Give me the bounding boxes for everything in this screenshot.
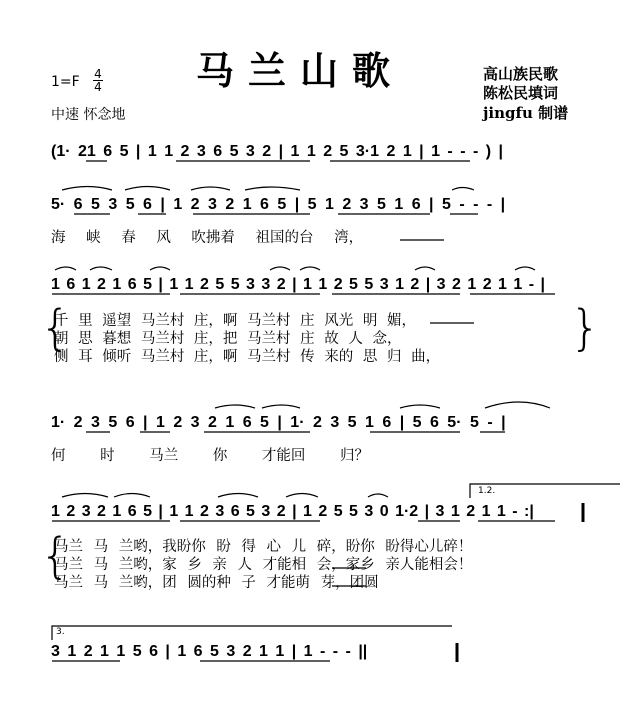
- credit-lyricist: 陈松民填词: [483, 84, 559, 102]
- key-label: 1=F: [51, 74, 80, 90]
- slur: [400, 405, 440, 408]
- volta-third-label: 3.: [56, 627, 65, 637]
- score-row-2: 5· 6 5 3 5 6 | 1 2 3 2 1 6 5 | 5 1 2 3 5 1 6 | 5 - - - |: [51, 196, 506, 213]
- slur: [218, 494, 258, 498]
- lyric-row-5-verse-3: 马兰 马 兰哟，团 圆的种 子 才能萌 芽，团圆: [54, 575, 379, 591]
- score-row-3: 1 6 1 2 1 6 5 | 1 1 2 5 5 3 3 2 | 1 1 2 5 5 3 1 2 | 3 2 1 2 1 1 - |: [51, 276, 545, 293]
- volta-first-label: 1.2.: [478, 486, 496, 496]
- slur: [415, 267, 435, 270]
- lyric-row-2: 海 峡 春 风 吹拂着 祖国的台 湾，: [51, 230, 364, 246]
- lyric-row-4: 何 时 马兰 你 才能回 归？: [51, 448, 370, 464]
- slur: [55, 267, 76, 270]
- score-row-5: 1 2 3 2 1 6 5 | 1 1 2 3 6 5 3 2 | 1 2 5 5 3 0 1·2 | 3 1 2 1 1 - :|: [51, 503, 534, 520]
- lyric-row-5-verse-1: 马兰 马 兰哟，我盼你 盼 得 心 儿 碎，盼你 盼得心儿碎！: [54, 539, 473, 555]
- credit-origin: 高山族民歌: [483, 65, 559, 83]
- lyric-row-5-verse-2: 马兰 马 兰哟，家 乡 亲 人 才能相 会，家乡 亲人能相会！: [54, 557, 473, 573]
- slur: [150, 267, 170, 270]
- slur: [368, 494, 388, 497]
- slur: [262, 405, 300, 408]
- credit-arranger: jingfu 制谱: [483, 104, 569, 122]
- verse-brace-right-1: }: [570, 300, 601, 356]
- slur: [191, 187, 230, 190]
- verse-brace-left-2: {: [40, 528, 71, 584]
- score-row-1: (1· 21 6 5 | 1 1 2 3 6 5 3 2 | 1 1 2 5 3·1 2 1 | 1 - - - ) |: [51, 143, 503, 160]
- score-row-4: 1· 2 3 5 6 | 1 2 3 2 1 6 5 | 1· 2 3 5 1 6 | 5 6 5· 5 - |: [51, 414, 506, 431]
- slur: [270, 267, 290, 270]
- score-row-6: 3 1 2 1 1 5 6 | 1 6 5 3 2 1 1 | 1 - - - ||: [51, 643, 368, 660]
- verse-brace-left-1: {: [40, 300, 71, 356]
- lyric-row-3-verse-1: 千 里 遥望 马兰村 庄，啊 马兰村 庄 风光 明 媚，: [54, 313, 416, 329]
- slur: [125, 187, 170, 191]
- slur: [90, 267, 112, 270]
- song-title: 马兰山歌: [196, 48, 405, 93]
- slur: [62, 494, 108, 498]
- slur: [515, 267, 535, 270]
- tempo-marking: 中速 怀念地: [51, 107, 126, 123]
- slur: [245, 187, 300, 190]
- lyric-row-3-verse-3: 侧 耳 倾听 马兰村 庄，啊 马兰村 传 来的 思 归 曲，: [54, 349, 441, 365]
- slur: [300, 267, 320, 270]
- slur: [62, 187, 112, 191]
- volta-bracket-3: [52, 626, 452, 640]
- slur: [114, 494, 150, 498]
- volta-bracket-1: [470, 484, 620, 498]
- slur: [452, 188, 474, 191]
- slur: [485, 402, 550, 408]
- time-top: 4: [94, 67, 102, 81]
- slur: [215, 405, 255, 408]
- time-bottom: 4: [94, 80, 102, 94]
- slur: [286, 494, 318, 498]
- lyric-row-3-verse-2: 朝 思 暮想 马兰村 庄，把 马兰村 庄 故 人 念，: [54, 331, 402, 347]
